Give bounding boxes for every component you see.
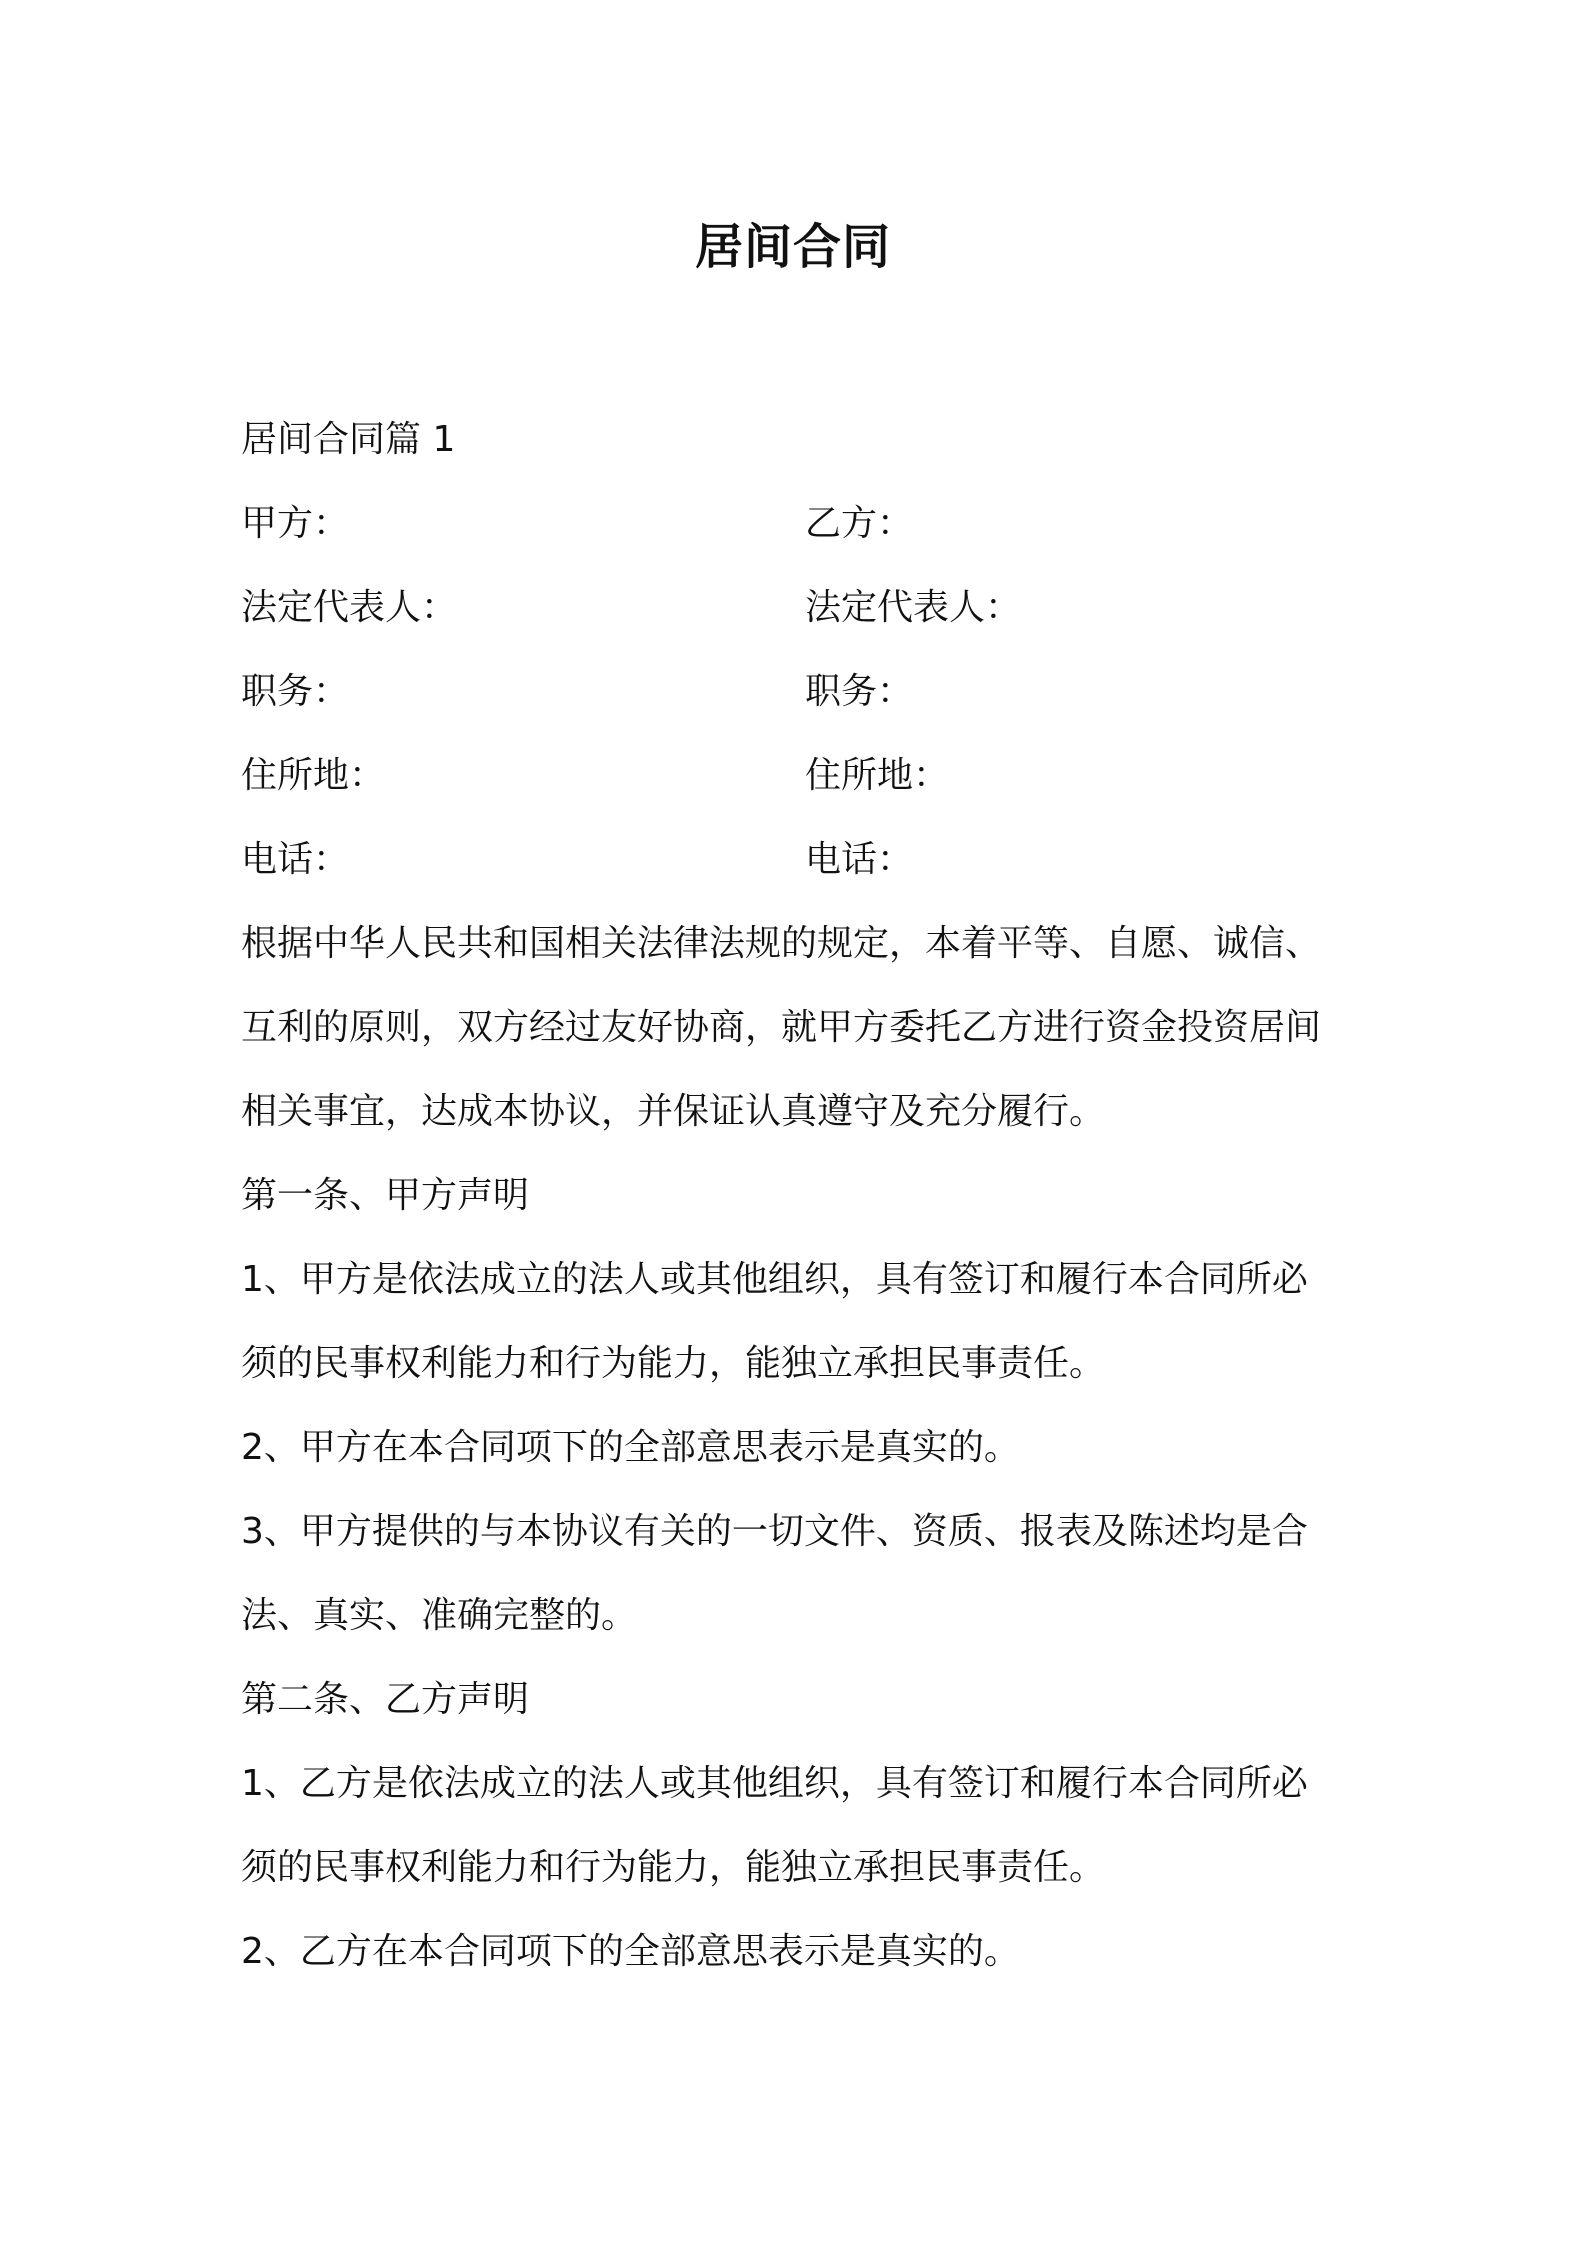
party-a-address-label: 住所地： [241, 755, 386, 796]
party-a-representative-label: 法定代表人： [241, 587, 458, 628]
preamble-line: 相关事宜，达成本协议，并保证认真遵守及充分履行。 [241, 1091, 1106, 1132]
party-b-phone-label: 电话： [805, 839, 914, 880]
section-heading: 居间合同篇 1 [241, 419, 456, 460]
party-b-representative-label: 法定代表人： [805, 587, 1022, 628]
article-1-line: 3、甲方提供的与本协议有关的一切文件、资质、报表及陈述均是合 [241, 1511, 1308, 1552]
article-1-line: 须的民事权利能力和行为能力，能独立承担民事责任。 [241, 1343, 1106, 1384]
article-1-line: 法、真实、准确完整的。 [241, 1595, 638, 1636]
party-a-phone-label: 电话： [241, 839, 350, 880]
party-b-position-label: 职务： [805, 671, 914, 712]
preamble-line: 互利的原则，双方经过友好协商，就甲方委托乙方进行资金投资居间 [241, 1007, 1322, 1048]
party-b-address-label: 住所地： [805, 755, 950, 796]
party-row-name [241, 482, 1361, 566]
article-1-line: 1、甲方是依法成立的法人或其他组织，具有签订和履行本合同所必 [241, 1259, 1308, 1300]
article-1-line: 2、甲方在本合同项下的全部意思表示是真实的。 [241, 1427, 1020, 1468]
document-body [241, 398, 1361, 1994]
preamble-line: 根据中华人民共和国相关法律法规的规定，本着平等、自愿、诚信、 [241, 923, 1322, 964]
party-row-position [241, 650, 1361, 734]
party-row-phone [241, 818, 1361, 902]
document-title: 居间合同 [694, 219, 891, 275]
article-2-heading: 第二条、乙方声明 [241, 1679, 530, 1720]
party-row-representative [241, 566, 1361, 650]
party-row-address [241, 734, 1361, 818]
article-1-heading: 第一条、甲方声明 [241, 1175, 530, 1216]
article-2-line: 须的民事权利能力和行为能力，能独立承担民事责任。 [241, 1847, 1106, 1888]
article-2-line: 1、乙方是依法成立的法人或其他组织，具有签订和履行本合同所必 [241, 1763, 1308, 1804]
article-2-line: 2、乙方在本合同项下的全部意思表示是真实的。 [241, 1931, 1020, 1972]
party-b-name-label: 乙方： [805, 503, 914, 544]
party-a-name-label: 甲方： [241, 503, 350, 544]
party-a-position-label: 职务： [241, 671, 350, 712]
